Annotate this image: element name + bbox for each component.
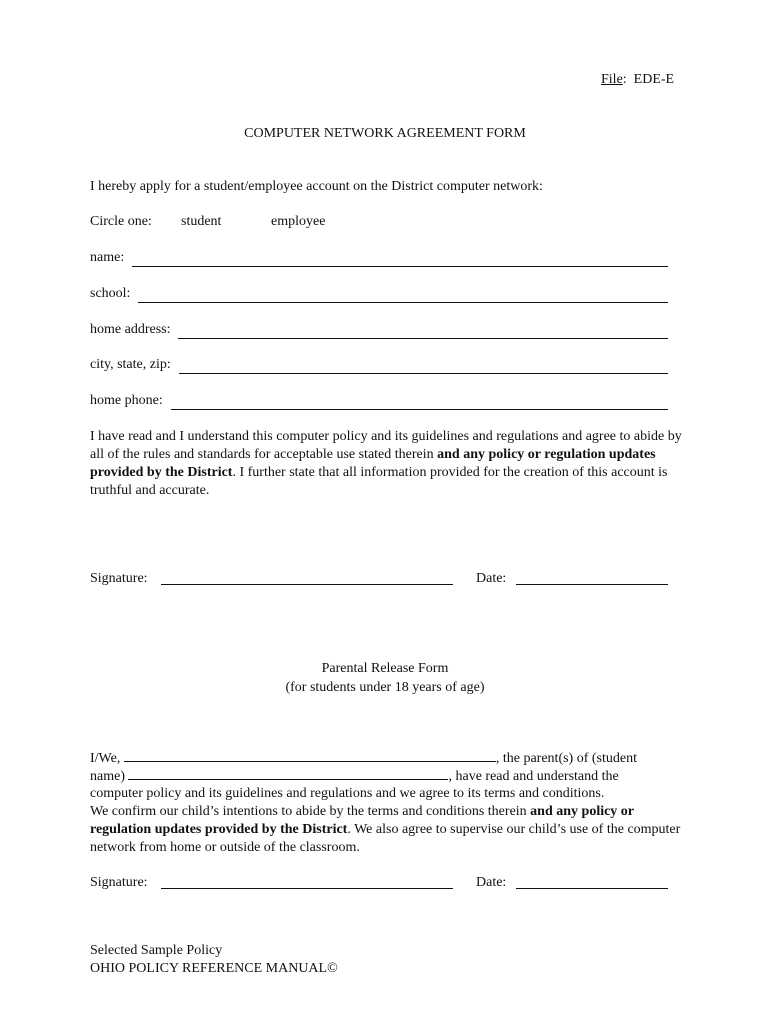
parental-text-3: . We also agree to supervise our child’s use of the computer network from home or outside of the classroom. [90,822,681,855]
parents-of-text: , the parent(s) of (student [495,751,637,766]
date-label-1: Date: [476,571,507,586]
option-student[interactable]: student [181,214,222,229]
parental-text-1: computer policy and its guidelines and regulations and we agree to its terms and conditions. [90,786,605,801]
date-label-2: Date: [476,875,507,890]
name-line[interactable] [132,252,668,267]
circle-one-label: Circle one: [90,214,152,229]
parental-line-2 [90,767,619,786]
name-open-label: name) [90,769,125,784]
have-read-text: , have read and understand the [448,769,619,784]
agreement-text-1: I have read and I understand this computer policy and its guidelines and regulations and agree to abide by all of the rules and standards for acceptable use stated therein [90,429,682,462]
school-line[interactable] [138,288,668,303]
signature-line-1[interactable] [161,570,453,585]
name-label: name: [90,250,125,265]
parental-text-2: We confirm our child’s intentions to abide by the terms and conditions therein [90,804,531,819]
school-field[interactable] [90,285,668,303]
footer-line-1: Selected Sample Policy [90,943,223,958]
footer-line-2: OHIO POLICY REFERENCE MANUAL© [90,961,338,976]
file-value: EDE-E [633,72,675,87]
signature-label-1: Signature: [90,571,148,586]
signature-line-2[interactable] [161,874,453,889]
option-employee[interactable]: employee [271,214,326,229]
home-address-line[interactable] [178,324,668,339]
parental-title: Parental Release Form [321,661,449,676]
agreement-paragraph [90,428,685,500]
city-state-zip-field[interactable] [90,356,668,374]
home-phone-field[interactable] [90,392,668,410]
parent-name-line[interactable] [124,749,496,762]
home-phone-line[interactable] [171,395,668,410]
home-address-label: home address: [90,322,171,337]
file-reference: File: EDE-E [601,72,675,87]
agreement-text-2: . I further state that all information provided for the creation of this account is truthful and accurate. [90,465,668,498]
intro-text: I hereby apply for a student/employee account on the District computer network: [90,179,543,194]
date-line-2[interactable] [516,874,668,889]
date-line-1[interactable] [516,570,668,585]
student-name-line[interactable] [128,767,448,780]
parental-bold: and any policy or regulation updates provided by the District [90,804,634,837]
name-field[interactable] [90,249,668,267]
signature-label-2: Signature: [90,875,148,890]
city-state-zip-line[interactable] [179,359,668,374]
parental-paragraph [90,785,685,857]
home-address-field[interactable] [90,321,668,339]
parental-subtitle: (for students under 18 years of age) [285,680,485,695]
agreement-bold: and any policy or regulation updates provided by the District [90,447,656,480]
school-label: school: [90,286,131,301]
city-state-zip-label: city, state, zip: [90,357,171,372]
home-phone-label: home phone: [90,393,163,408]
iwe-label: I/We, [90,751,121,766]
form-title: COMPUTER NETWORK AGREEMENT FORM [244,126,526,141]
parental-line-1 [90,749,637,768]
file-label: File [601,72,623,87]
